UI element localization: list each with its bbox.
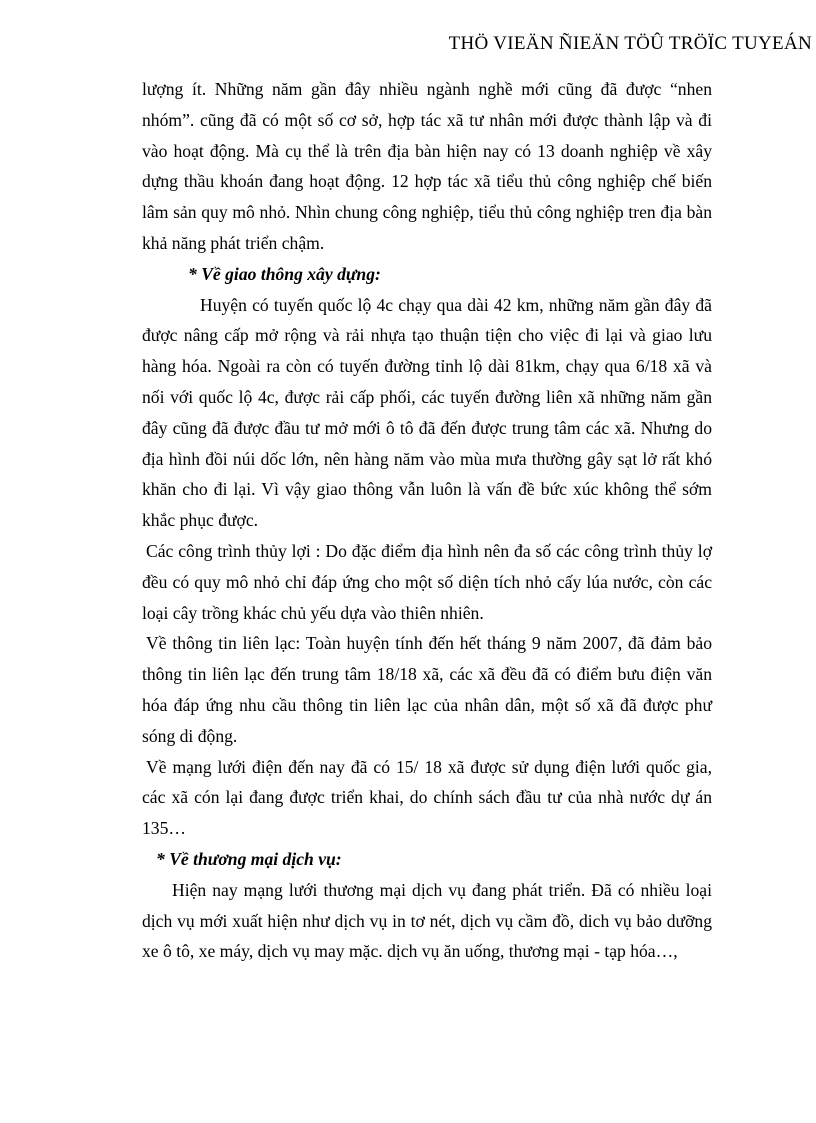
heading-transport: * Về giao thông xây dựng: [188,263,381,284]
heading-trade: * Về thương mại dịch vụ: [156,848,342,869]
paragraph-communication: Về thông tin liên lạc: Toàn huyện tính đến hết tháng 9 năm 2007, đã đảm bảo thông tin liên lạc đến trung tâm 18/18 xã, các xã đều đã có điểm bưu điện văn hóa đáp ứng nhu cầu thông tin liên lạc của nhân dân, một số xã đã được phư sóng di động. [142,633,712,746]
paragraph-transport: Huyện có tuyến quốc lộ 4c chạy qua dài 42 km, những năm gần đây đã được nâng cấp mở rộng và rải nhựa tạo thuận tiện cho việc đi lại và giao lưu hàng hóa. Ngoài ra còn có tuyến đường tỉnh lộ dài 81km, chạy qua 6/18 xã và nối với quốc lộ 4c, được rải cấp phối, các tuyến đường liên xã những năm gần đây cũng đã được đầu tư mở mới ô tô đã đến được trung tâm các xã. Nhưng do địa hình đồi núi dốc lớn, nên hàng năm vào mùa mưa thường gây sạt lở rất khó khăn cho đi lại. Vì vậy giao thông vẫn luôn là vấn đề bức xúc không thể sớm khắc phục được. [142,294,712,531]
page-header-title: THÖ VIEÄN ÑIEÄN TÖÛ TRÖÏC TUYEÁN [448,33,812,54]
paragraph-electricity: Về mạng lưới điện đến nay đã có 15/ 18 xã được sử dụng điện lưới quốc gia, các xã cón lại đang được triển khai, do chính sách đầu tư của nhà nước dự án 135… [142,756,712,839]
paragraph-industry: lượng ít. Những năm gần đây nhiều ngành nghề mới cũng đã được “nhen nhóm”. cũng đã có một số cơ sở, hợp tác xã tư nhân mới được thành lập và đi vào hoạt động. Mà cụ thể là trên địa bàn hiện nay có 13 doanh nghiệp về xây dựng thầu khoán đang hoạt động. 12 hợp tác xã tiểu thủ công nghiệp chế biến lâm sản quy mô nhỏ. Nhìn chung công nghiệp, tiểu thủ công nghiệp tren địa bàn khả năng phát triển chậm. [142,79,712,253]
paragraph-trade: Hiện nay mạng lưới thương mại dịch vụ đang phát triển. Đã có nhiều loại dịch vụ mới xuất hiện như dịch vụ in tơ nét, dịch vụ cầm đồ, dich vụ bảo dưỡng xe ô tô, xe máy, dịch vụ may mặc. dịch vụ ăn uống, thương mại - tạp hóa…, [142,879,712,962]
paragraph-irrigation: Các công trình thủy lợi : Do đặc điểm địa hình nên đa số các công trình thủy lợ đều có quy mô nhỏ chỉ đáp ứng cho một số diện tích nhỏ cấy lúa nước, còn các loại cây trồng khác chủ yếu dựa vào thiên nhiên. [142,540,712,623]
document-body [142,74,712,967]
